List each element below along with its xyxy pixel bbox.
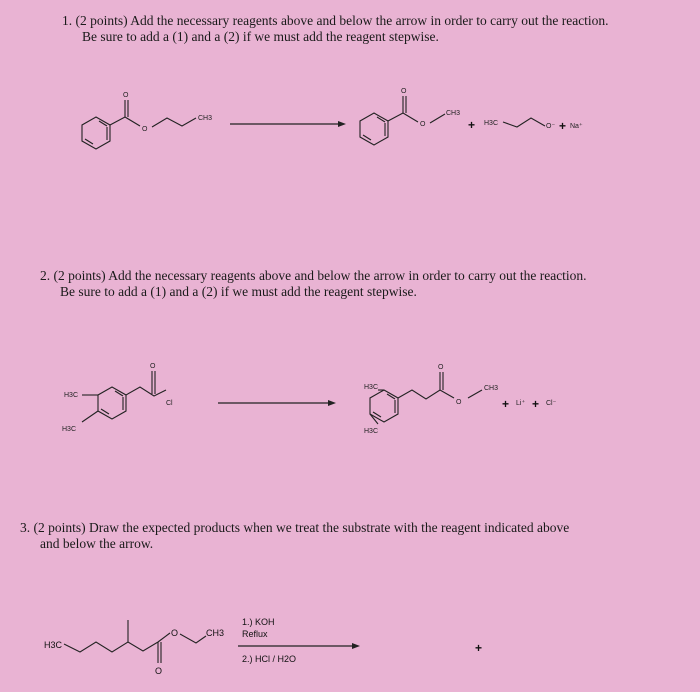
r2-product-h3c-bottom: H3C [364,428,379,435]
r1-reactant-ch3: CH3 [198,115,213,122]
question-2-text-line1: (2 points) Add the necessary reagents above and below the arrow in order to carry out the reaction. [53,268,587,283]
r3-arrowhead [352,643,360,649]
r2-product-ester-o: O [456,399,462,406]
r1-reactant-chain [110,100,196,127]
question-1-number: 1. [62,13,73,28]
r3-substrate-chain [64,620,206,663]
r2-plus-2: + [532,397,540,411]
r1-reactant-carbonyl-o: O [123,92,129,99]
r2-byproduct-li: Li⁺ [516,400,526,407]
reaction-2 [62,363,557,435]
r2-product-carbonyl-o: O [438,364,444,371]
r3-substrate-ester-o: O [171,628,179,638]
r1-byproduct-chain [503,118,545,127]
question-2-number: 2. [40,268,51,283]
r3-substrate-ch3: CH3 [206,628,225,638]
r2-arrowhead [328,400,336,406]
question-3-text-line1: (2 points) Draw the expected products when we treat the substrate with the reagent indicated above [33,520,570,535]
r1-product-carbonyl-o: O [401,88,407,95]
r2-reactant-h3c-top: H3C [64,392,79,399]
r2-product-h3c-top: H3C [364,384,379,391]
question-3-text-line2: and below the arrow. [40,536,154,551]
r2-byproduct-cl: Cl⁻ [546,400,557,407]
r3-reagent-step2: 2.) HCl / H2O [242,654,297,664]
r1-product-chain [388,96,445,123]
question-1-text-line1: (2 points) Add the necessary reagents above and below the arrow in order to carry out the reaction. [75,13,609,28]
r2-product-ester-chain [398,372,482,399]
r1-reactant-ester-o: O [142,126,148,133]
r1-plus-1: + [468,118,476,132]
r1-product-ch3: CH3 [446,110,461,117]
question-3-number: 3. [20,520,31,535]
r2-product-ch3: CH3 [484,385,499,392]
r2-reactant-carbonyl-o: O [150,363,156,370]
r1-reactant-benzene-ring [82,117,110,149]
r1-byproduct-o-minus: O⁻ [546,123,556,130]
r1-product-ester-o: O [420,121,426,128]
r1-byproduct-h3c: H3C [484,120,499,127]
reaction-3 [44,617,482,676]
reaction-1 [82,88,583,149]
r3-reagent-step1: 1.) KOH [242,617,275,627]
r1-arrowhead [338,121,346,127]
r3-substrate-carbonyl-o: O [155,666,163,676]
r2-reactant-benzene-ring [82,387,126,422]
r2-reactant-cl: Cl [166,400,173,407]
r2-reactant-acyl [126,371,166,396]
r3-plus: + [475,641,483,655]
question-1-text-line2: Be sure to add a (1) and a (2) if we must add the reagent stepwise. [82,29,439,44]
r3-substrate-h3c: H3C [44,640,63,650]
question-2-text-line2: Be sure to add a (1) and a (2) if we must add the reagent stepwise. [60,284,417,299]
r2-plus-1: + [502,397,510,411]
r2-reactant-h3c-bottom: H3C [62,426,77,433]
r1-byproduct-na: Na⁺ [570,123,583,130]
r2-product-benzene-ring [370,390,398,424]
r1-product-benzene-ring [360,113,388,145]
r3-reagent-step1b: Reflux [242,629,268,639]
r1-plus-2: + [559,119,567,133]
